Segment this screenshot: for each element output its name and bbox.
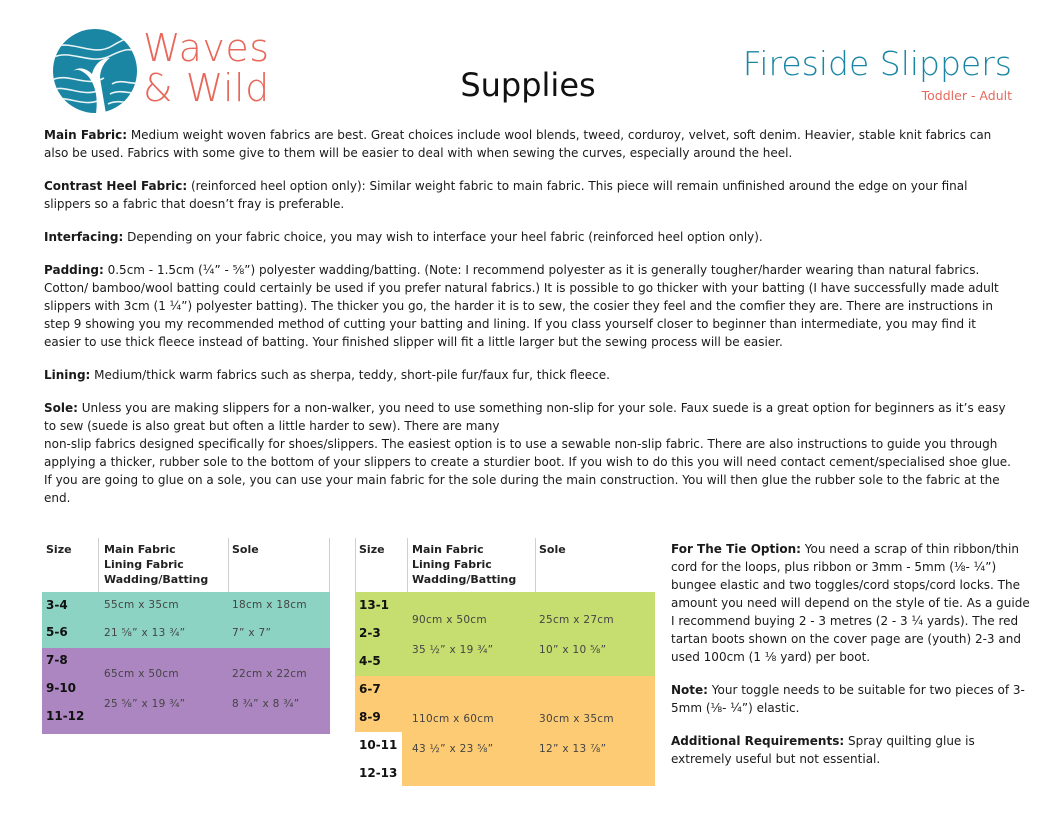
tie-option-body: You need a scrap of thin ribbon/thin cord for the loops, plus ribbon or 3mm - 5mm (⅛- ¼”) bungee elastic and two toggles/cord stops/cord locks. The amount you need will depend on the style of tie. As a guide I recommend buying 2 - 3 metres (2 - 3 ¼ yards). The red tartan boots shown on the cover page are (youth) 2-3 and used 100cm (1 ⅛ yard) per boot. [671, 542, 1030, 664]
lining-paragraph [44, 366, 1016, 384]
header-main-fabric [412, 542, 516, 587]
divider-line [329, 538, 330, 592]
interfacing-text: Depending on your fabric choice, you may wish to interface your heel fabric (reinforced heel option only). [123, 230, 763, 244]
contrast-heel-label: Contrast Heel Fabric: [44, 179, 188, 193]
size-label: 3-4 [46, 598, 68, 612]
brand-line-2: & Wild [143, 66, 270, 110]
size-label: 8-9 [359, 710, 381, 724]
size-label: 7-8 [46, 653, 68, 667]
size-label: 4-5 [359, 654, 381, 668]
additional-label: Additional Requirements: [671, 734, 845, 748]
note-paragraph [671, 681, 1031, 717]
note-text: Your toggle needs to be suitable for two pieces of 3-5mm (⅛- ¼”) elastic. [671, 683, 1025, 715]
size-label: 13-1 [359, 598, 390, 612]
sole-in: 12” x 13 ⅞” [539, 743, 607, 755]
pattern-title: Fireside Slippers [742, 44, 1012, 83]
size-label: 12-13 [359, 766, 398, 780]
sole-paragraph [44, 399, 1016, 507]
divider-line [228, 538, 229, 592]
interfacing-paragraph [44, 228, 1016, 246]
main-fabric-in: 35 ½” x 19 ¾” [412, 644, 494, 656]
size-table-right [355, 538, 655, 786]
main-fabric-in: 21 ⅝” x 13 ¾” [104, 627, 186, 639]
note-label: Note: [671, 683, 708, 697]
padding-label: Padding: [44, 263, 104, 277]
size-label: 9-10 [46, 681, 77, 695]
main-fabric-in: 43 ½” x 23 ⅝” [412, 743, 494, 755]
main-fabric-paragraph [44, 126, 1016, 162]
padding-text: 0.5cm - 1.5cm (¼” - ⅝”) polyester wadding/batting. (Note: I recommend polyester as it is generally tougher/harder wearing than natural fabrics. Cotton/ bamboo/wool batting could certainly be used if you prefer natural fabrics.) It is possible to go thicker with your batting (I have successfully made adult slippers with 3cm (1 ¼”) polyester batting). The thicker you go, the harder it is to sew, the cosier they feel and the comfier they are. There are instructions in step 9 showing you my recommended method of cutting your batting and lining. If you class yourself closer to beginner than intermediate, you may find it easier to use thick fleece instead of batting. Your finished slipper will fit a little larger but the sewing process will be easier. [44, 263, 999, 349]
size-label: 2-3 [359, 626, 381, 640]
main-fabric-cm: 55cm x 35cm [104, 599, 179, 611]
pattern-subtitle: Toddler - Adult [921, 88, 1012, 103]
main-fabric-cm: 65cm x 50cm [104, 668, 179, 680]
sole-cm: 25cm x 27cm [539, 614, 614, 626]
header-main-label: Main Fabric [412, 543, 484, 556]
padding-paragraph [44, 261, 1016, 351]
main-fabric-cm: 110cm x 60cm [412, 713, 494, 725]
main-fabric-cm: 90cm x 50cm [412, 614, 487, 626]
size-label: 10-11 [359, 738, 398, 752]
additional-paragraph [671, 732, 1031, 768]
divider-line [98, 538, 99, 592]
contrast-heel-paragraph [44, 177, 1016, 213]
header-wadding-label: Wadding/Batting [412, 573, 517, 586]
sole-in: 10” x 10 ⅝” [539, 644, 607, 656]
sole-in: 7” x 7” [232, 627, 272, 639]
brand-line-1: Waves [143, 26, 270, 70]
main-fabric-text: Medium weight woven fabrics are best. Great choices include wool blends, tweed, corduroy, velvet, soft denim. Heavier, stable knit fabrics can also be used. Fabrics with some give to them will be easier to deal with when sewing the curves, especially around the heel. [44, 128, 992, 160]
tie-option-paragraph [671, 540, 1031, 666]
sole-text-2: non-slip fabrics designed specifically for shoes/slippers. The easiest option is to use a sewable non-slip fabric. There are also instructions to guide you through applying a thicker, rubber sole to the bottom of your slippers to create a sturdier boot. If you wish to do this you will need contact cement/specialised shoe glue. If you are going to glue on a sole, you can use your main fabric for the sole during the main construction. You will then glue the rubber sole to the fabric at the end. [44, 437, 1011, 505]
green-size-block [355, 592, 655, 676]
header-size: Size [46, 543, 72, 556]
header-lining-label: Lining Fabric [104, 558, 184, 571]
page-title: Supplies [460, 66, 596, 104]
divider-line [407, 538, 408, 592]
size-label: 6-7 [359, 682, 381, 696]
lining-label: Lining: [44, 368, 91, 382]
supplies-text [44, 126, 1016, 522]
contrast-heel-text: (reinforced heel option only): Similar weight fabric to main fabric. This piece will remain unfinished around the edge on your final slippers so a fabric that doesn’t fray is preferable. [44, 179, 968, 211]
size-label: 11-12 [46, 709, 85, 723]
purple-size-block [42, 648, 330, 734]
tie-option-text [671, 540, 1031, 783]
header-main-fabric [104, 542, 208, 587]
additional-text: Spray quilting glue is extremely useful but not essential. [671, 734, 975, 766]
header-sole: Sole [539, 543, 566, 556]
header-main-label: Main Fabric [104, 543, 176, 556]
sole-cm: 22cm x 22cm [232, 668, 307, 680]
lining-text: Medium/thick warm fabrics such as sherpa, teddy, short-pile fur/faux fur, thick fleece. [90, 368, 610, 382]
sole-label: Sole: [44, 401, 78, 415]
sole-text-1: Unless you are making slippers for a non-walker, you need to use something non-slip for your sole. Faux suede is a great option for beginners as it’s easy to sew (suede is also great but often a little harder to sew). There are many [44, 401, 1006, 433]
main-fabric-in: 25 ⅝” x 19 ¾” [104, 698, 186, 710]
sole-cm: 18cm x 18cm [232, 599, 307, 611]
sole-cm: 30cm x 35cm [539, 713, 614, 725]
header-size: Size [359, 543, 385, 556]
header-sole: Sole [232, 543, 259, 556]
header-lining-label: Lining Fabric [412, 558, 492, 571]
divider-line [535, 538, 536, 592]
tie-option-label: For The Tie Option: [671, 542, 801, 556]
size-label: 5-6 [46, 625, 68, 639]
interfacing-label: Interfacing: [44, 230, 124, 244]
size-table-left [42, 538, 330, 734]
sole-in: 8 ¾” x 8 ¾” [232, 698, 300, 710]
main-fabric-label: Main Fabric: [44, 128, 127, 142]
header-wadding-label: Wadding/Batting [104, 573, 209, 586]
